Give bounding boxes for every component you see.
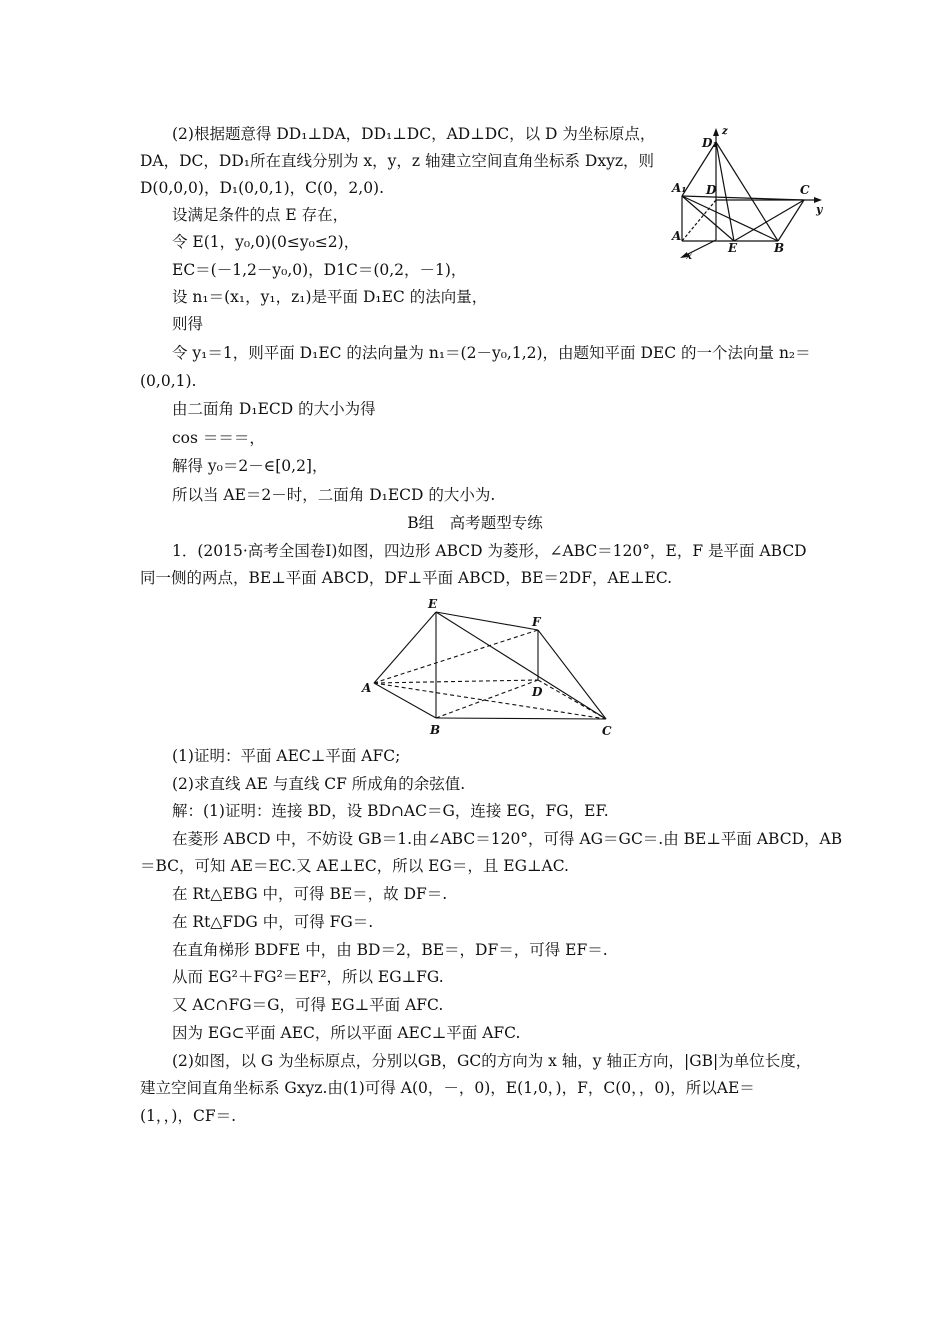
text-line: 因为 EG⊂平面 AEC，所以平面 AEC⊥平面 AFC. [172,1024,521,1042]
label-a: A [362,681,372,695]
text-line: 建立空间直角坐标系 Gxyz.由(1)可得 A(0，－，0)，E(1,0，)，F，C(0，，0)，所以AE＝ [140,1079,755,1097]
text-line: 在菱形 ABCD 中，不妨设 GB＝1.由∠ABC＝120°，可得 AG＝GC＝.由 BE⊥平面 ABCD，AB [172,830,843,848]
text-line: (1，，)，CF＝. [140,1107,236,1125]
text-line: D(0,0,0)，D₁(0,0,1)，C(0，2,0). [140,179,385,197]
text-line: 设满足条件的点 E 存在， [172,206,349,224]
text-line: 令 E(1，y₀,0)(0≤y₀≤2)， [172,233,360,251]
text-line: 在 Rt△FDG 中，可得 FG＝. [172,913,374,931]
label-d1: D₁ [702,136,718,150]
label-c: C [800,183,810,197]
text-line: (2)如图，以 G 为坐标原点，分别以GB，GC的方向为 x 轴，y 轴正方向，|GB|为单位长度， [172,1052,812,1070]
label-c: C [602,724,612,738]
text-line: ＝BC，可知 AE＝EC.又 AE⊥EC，所以 EG＝，且 EG⊥AC. [140,857,569,875]
text-line: 解：(1)证明：连接 BD，设 BD∩AC＝G，连接 EG，FG，EF. [172,802,609,820]
text-line: 在 Rt△EBG 中，可得 BE＝，故 DF＝. [172,885,448,903]
text-line: cos ＝＝＝， [172,429,265,447]
figure-rhombus-solid [360,595,620,740]
text-line: (1)证明：平面 AEC⊥平面 AFC; [172,747,401,765]
text-line: 同一侧的两点，BE⊥平面 ABCD，DF⊥平面 ABCD，BE＝2DF，AE⊥EC. [140,569,673,587]
text-line: 1．(2015·高考全国卷Ⅰ)如图，四边形 ABCD 为菱形，∠ABC＝120°，E，F 是平面 ABCD [172,542,807,560]
figure-coordinate-solid [670,120,840,265]
label-x: x [686,251,692,262]
label-e: E [728,241,738,255]
text-line: 所以当 AE＝2－时，二面角 D₁ECD 的大小为. [172,486,496,504]
label-f: F [532,615,541,629]
text-line: 又 AC∩FG＝G，可得 EG⊥平面 AFC. [172,996,444,1014]
label-d: D [532,685,543,699]
text-line: DA，DC，DD₁所在直线分别为 x，y，z 轴建立空间直角坐标系 Dxyz，则 [140,152,655,170]
label-z: z [722,126,728,137]
label-e: E [428,597,438,611]
text-line: 解得 y₀＝2－∈[0,2]， [172,457,328,475]
section-title: B组 高考题型专练 [407,514,543,532]
text-line: 则得 [172,315,204,333]
label-b: B [774,241,785,255]
text-line: 从而 EG²＋FG²＝EF²，所以 EG⊥FG. [172,968,444,986]
label-y: y [816,203,823,216]
text-line: 设 n₁＝(x₁，y₁，z₁)是平面 D₁EC 的法向量， [172,288,488,306]
text-line: (0,0,1). [140,372,197,390]
text-line: EC＝(－1,2－y₀,0)，D1C＝(0,2，－1)， [172,261,467,279]
text-line: (2)求直线 AE 与直线 CF 所成角的余弦值. [172,775,466,793]
label-b: B [430,723,441,737]
label-a: A [672,229,682,243]
text-line: (2)根据题意得 DD₁⊥DA，DD₁⊥DC，AD⊥DC，以 D 为坐标原点， [172,125,656,143]
label-a1: A₁ [672,181,687,195]
text-line: 在直角梯形 BDFE 中，由 BD＝2，BE＝，DF＝，可得 EF＝. [172,941,608,959]
text-line: 由二面角 D₁ECD 的大小为得 [172,400,376,418]
label-d: D [706,183,717,197]
text-line: 令 y₁＝1，则平面 D₁EC 的法向量为 n₁＝(2－y₀,1,2)，由题知平面 DEC 的一个法向量 n₂＝ [172,344,811,362]
